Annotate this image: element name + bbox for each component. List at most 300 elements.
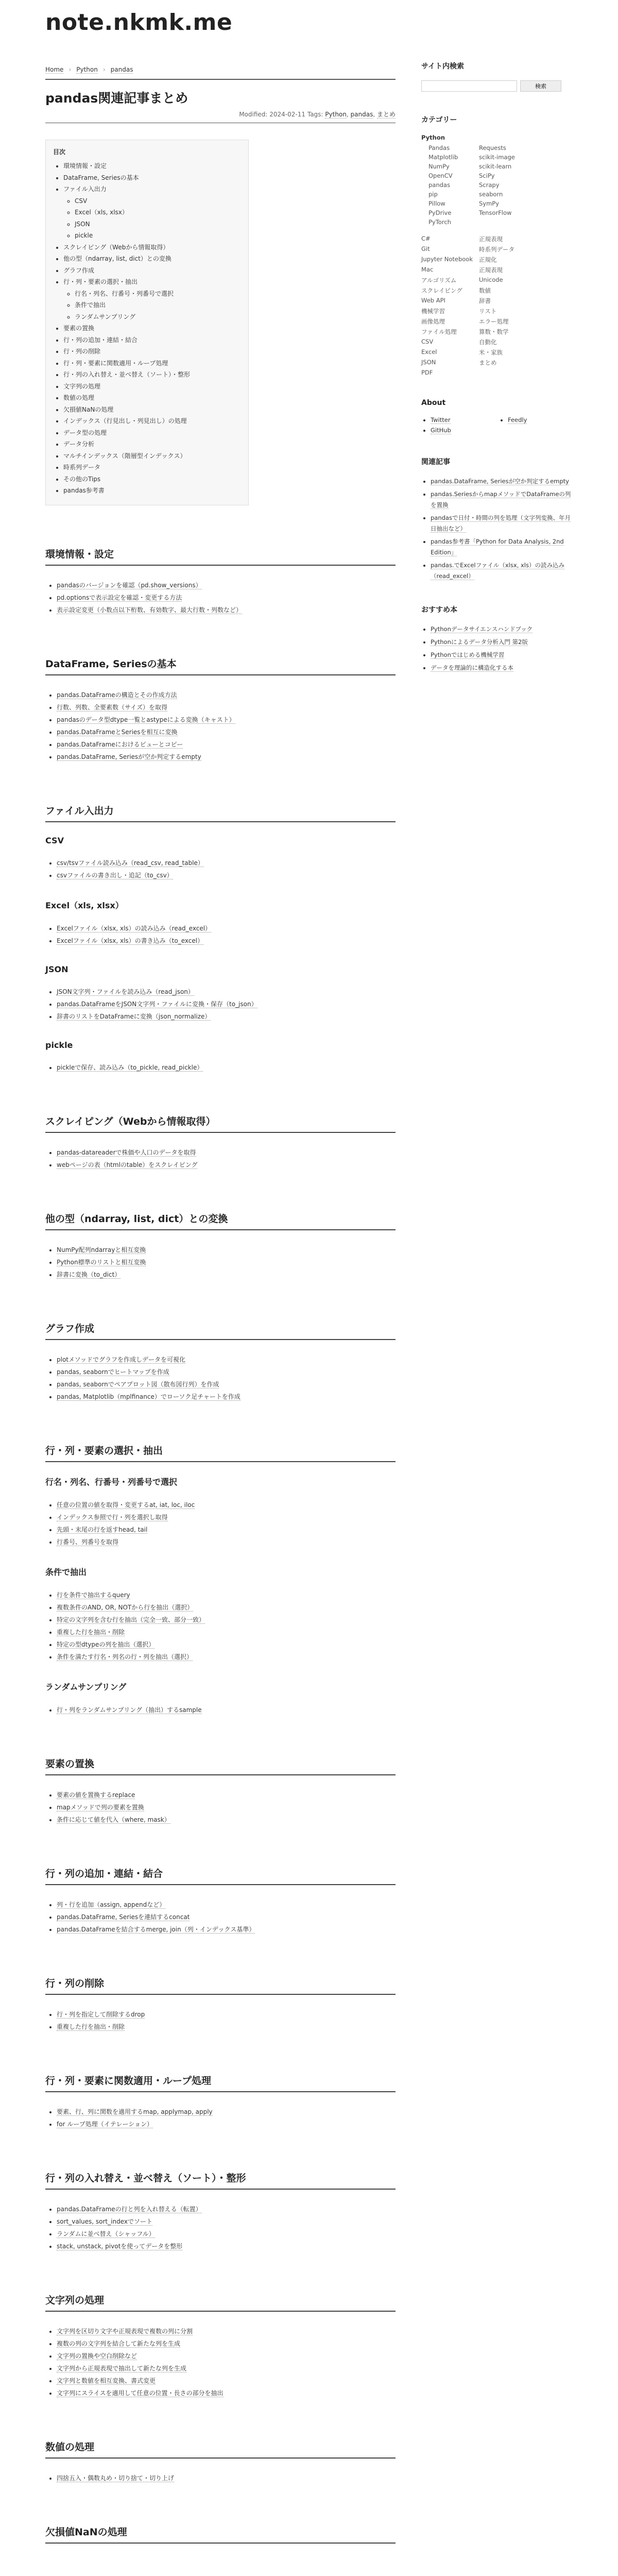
related-link[interactable]: pandas参考書「Python for Data Analysis, 2nd Edition」 <box>431 538 564 556</box>
list-item <box>57 604 396 616</box>
article-link[interactable]: 行番号、列番号を取得 <box>57 1538 119 1546</box>
breadcrumb-pandas[interactable]: pandas <box>110 66 133 73</box>
category-link[interactable]: SymPy <box>479 200 500 207</box>
toc-link[interactable]: 欠損値NaNの処理 <box>63 405 114 413</box>
article-link-list <box>45 1146 396 1171</box>
toc-item <box>63 346 241 358</box>
category-link[interactable]: エラー処理 <box>479 318 509 325</box>
list-item <box>57 1146 396 1159</box>
list-item <box>57 2375 396 2387</box>
article-link[interactable]: 文字列と数値を相互変換、書式変更 <box>57 2377 156 2384</box>
category-link[interactable]: まとめ <box>479 359 497 366</box>
article-link[interactable]: ランダムに並べ替え（シャッフル） <box>57 2230 155 2238</box>
category-link[interactable]: scikit-learn <box>479 163 512 170</box>
category-link[interactable]: 自動化 <box>479 338 497 346</box>
article-link[interactable]: pandas, Matplotlib（mplfinance）でローソク足チャートを作成 <box>57 1393 241 1400</box>
list-item <box>57 579 396 591</box>
about-widget <box>421 399 576 434</box>
toc-link[interactable]: 時系列データ <box>63 464 101 471</box>
category-link[interactable]: NumPy <box>428 163 450 170</box>
toc-subitem <box>75 218 241 230</box>
recommended-link[interactable]: Pythonデータサイエンスハンドブック <box>431 625 533 633</box>
list-item <box>431 489 576 511</box>
toc-link[interactable]: Excel（xls, xlsx） <box>75 209 128 216</box>
article-link[interactable]: csv/tsvファイル読み込み（read_csv, read_table） <box>57 859 204 867</box>
category-link[interactable]: Jupyter Notebook <box>421 256 473 263</box>
article-link[interactable]: 列・行を追加（assign, appendなど） <box>57 1901 166 1908</box>
subsection-heading: ランダムサンプリング <box>45 1682 127 1692</box>
recommended-title: おすすめ本 <box>421 606 458 614</box>
article-link[interactable]: 重複した行を抽出・削除 <box>57 2023 125 2030</box>
category-link[interactable]: ファイル処理 <box>421 328 457 335</box>
list-item <box>57 714 396 726</box>
article-link[interactable]: 複数の列の文字列を結合して新たな列を生成 <box>57 2340 181 2347</box>
related-title: 関連記事 <box>421 458 450 466</box>
toc-item <box>63 276 241 323</box>
toc-link[interactable]: ランダムサンプリング <box>75 313 135 320</box>
article-link[interactable]: plotメソッドでグラフを作成しデータを可視化 <box>57 1355 186 1363</box>
tag-link[interactable]: Python <box>325 111 347 118</box>
article-link-list <box>45 1061 396 1074</box>
list-item <box>57 1601 396 1614</box>
category-python[interactable]: Python <box>421 134 445 141</box>
toc-item <box>63 160 241 172</box>
category-link[interactable]: 数値 <box>479 287 491 294</box>
list-item <box>57 2325 396 2337</box>
category-link[interactable]: Requests <box>479 144 506 151</box>
toc-link[interactable]: CSV <box>75 197 88 205</box>
article-link[interactable]: pandas-datareaderで株価や人口のデータを取得 <box>57 1148 196 1156</box>
search-button[interactable]: 検索 <box>520 80 561 92</box>
article-link[interactable]: 行を条件で抽出するquery <box>57 1591 130 1599</box>
toc-link[interactable]: 条件で抽出 <box>75 301 106 309</box>
toc-item <box>63 381 241 393</box>
article-link[interactable]: 辞書に変換（to_dict） <box>57 1270 121 1278</box>
related-link[interactable]: pandas.DataFrame, Seriesが空か判定するempty <box>431 478 569 485</box>
toc-subitem <box>75 195 241 207</box>
list-item <box>431 513 576 534</box>
toc-link[interactable]: 他の型（ndarray, list, dict）との変換 <box>63 255 171 262</box>
tag-link[interactable]: まとめ <box>376 111 396 118</box>
article-section <box>45 2524 396 2544</box>
table-of-contents <box>45 140 249 505</box>
list-item <box>57 2350 396 2362</box>
article-link[interactable]: mapメソッドで列の要素を置換 <box>57 1803 144 1811</box>
section-heading: グラフ作成 <box>45 1321 396 1340</box>
list-item <box>431 650 576 660</box>
list-item <box>57 1589 396 1601</box>
toc-link[interactable]: 文字列の処理 <box>63 382 101 390</box>
toc-subitem <box>75 311 241 323</box>
article-link-list <box>45 1589 396 1663</box>
list-item <box>57 2215 396 2228</box>
toc-subitem <box>75 230 241 242</box>
section-heading: スクレイピング（Webから情報取得） <box>45 1114 396 1133</box>
section-heading: 環境情報・設定 <box>45 547 396 566</box>
list-item <box>57 986 396 998</box>
category-link[interactable]: 米・家族 <box>479 349 503 356</box>
breadcrumb-python[interactable]: Python <box>76 66 98 73</box>
article-link-list <box>45 1899 396 1936</box>
toc-item <box>63 183 241 242</box>
post-meta: Modified: 2024-02-11 Tags: Python, pandas, まとめ <box>45 110 396 123</box>
list-item <box>57 1536 396 1548</box>
toc-link[interactable]: 環境情報・設定 <box>63 162 107 170</box>
toc-link[interactable]: 行・列・要素の選択・抽出 <box>63 278 138 285</box>
list-item <box>57 1789 396 1801</box>
list-item <box>57 1061 396 1074</box>
article-link[interactable]: pandas.DataFrame, Seriesが空か判定するempty <box>57 753 201 760</box>
article-link[interactable]: Python標準のリストと相互変換 <box>57 1258 146 1266</box>
article-link[interactable]: 複数条件のAND, OR, NOTから行を抽出（選択） <box>57 1603 194 1611</box>
category-link[interactable]: 正規表現 <box>479 235 503 243</box>
subsection-heading: 条件で抽出 <box>45 1567 87 1577</box>
list-item <box>57 1523 396 1536</box>
article-link[interactable]: 行数、列数、全要素数（サイズ）を取得 <box>57 703 168 711</box>
toc-item <box>63 427 241 439</box>
category-link[interactable]: Pillow <box>428 200 445 207</box>
toc-link[interactable]: スクレイピング（Webから情報取得） <box>63 243 169 251</box>
list-item <box>57 1159 396 1171</box>
toc-item <box>63 462 241 473</box>
article-body <box>45 547 396 2544</box>
article-section <box>45 1114 396 1171</box>
toc-link[interactable]: pandas参考書 <box>63 487 105 494</box>
section-heading: 文字列の処理 <box>45 2293 396 2312</box>
article-link[interactable]: pandas.DataFrameの行と列を入れ替える（転置） <box>57 2205 202 2213</box>
article-link[interactable]: 四捨五入・偶数丸め・切り捨て・切り上げ <box>57 2474 175 2482</box>
article-section <box>45 2439 396 2484</box>
category-link[interactable]: JSON <box>421 359 436 366</box>
article-link[interactable]: pd.optionsで表示設定を確認・変更する方法 <box>57 594 182 601</box>
article-section <box>45 1443 396 1716</box>
about-title: About <box>421 399 446 407</box>
section-heading: DataFrame, Seriesの基本 <box>45 656 396 675</box>
list-item <box>57 701 396 714</box>
article-link[interactable]: csvファイルの書き出し・追記（to_csv） <box>57 871 173 879</box>
categories-widget <box>421 114 576 376</box>
list-item <box>57 2337 396 2350</box>
toc-link[interactable]: pickle <box>75 232 93 239</box>
article-link[interactable]: pandas, seabornでペアプロット図（散布図行列）を作成 <box>57 1380 219 1388</box>
category-link[interactable]: C# <box>421 235 431 242</box>
article-link[interactable]: 特定の型dtypeの列を抽出（選択） <box>57 1640 155 1648</box>
article-link[interactable]: pandas.DataFrameをJSON文字列・ファイルに変換・保存（to_json） <box>57 1000 258 1008</box>
article-link[interactable]: 特定の文字列を含む行を抽出（完全一致、部分一致） <box>57 1616 205 1623</box>
toc-item <box>63 438 241 450</box>
toc-link[interactable]: データ型の処理 <box>63 429 107 436</box>
breadcrumb-home[interactable]: Home <box>45 66 64 73</box>
article-link[interactable]: 文字列を区切り文字や正規表現で複数の列に分割 <box>57 2327 193 2335</box>
category-link[interactable]: Scrapy <box>479 181 500 189</box>
related-link[interactable]: pandasで日付・時間の列を処理（文字列変換、年月日抽出など） <box>431 514 571 532</box>
article-section <box>45 656 396 763</box>
breadcrumb-separator: › <box>102 66 106 73</box>
article-link[interactable]: pandasのバージョンを確認（pd.show_versions） <box>57 581 202 589</box>
article-link[interactable]: インデックス参照で行・列を選択し取得 <box>57 1513 168 1521</box>
list-item <box>57 998 396 1010</box>
list-item <box>57 1511 396 1523</box>
tag-link[interactable]: pandas <box>350 111 373 118</box>
category-link[interactable]: 辞書 <box>479 297 491 304</box>
article-link[interactable]: webページの表（htmlのtable）をスクレイピング <box>57 1161 198 1168</box>
toc-subitem <box>75 207 241 218</box>
section-heading: 行・列の入れ替え・並べ替え（ソート）・整形 <box>45 2171 396 2190</box>
related-link[interactable]: pandas.SeriesからmapメソッドでDataFrameの列を置換 <box>431 490 571 509</box>
list-item <box>431 476 576 487</box>
toc-list <box>53 160 241 497</box>
toc-item <box>63 392 241 404</box>
toc-item <box>63 242 241 253</box>
list-item <box>57 689 396 701</box>
article-link[interactable]: 文字列の置換や空白削除など <box>57 2352 138 2360</box>
category-link[interactable]: PyTorch <box>428 218 451 226</box>
category-link[interactable]: Matplotlib <box>428 154 458 161</box>
toc-link[interactable]: 行・列の追加・連結・結合 <box>63 336 138 344</box>
toc-item <box>63 358 241 369</box>
toc-title: 目次 <box>53 148 66 156</box>
article-section <box>45 1756 396 1826</box>
list-item <box>57 1801 396 1814</box>
article-link[interactable]: 文字列にスライスを適用して任意の位置・長さの部分を抽出 <box>57 2389 224 2397</box>
article-section <box>45 2073 396 2130</box>
article-link[interactable]: for ループ処理（イテレーション） <box>57 2120 153 2128</box>
article-link-list <box>45 922 396 947</box>
category-link[interactable]: Pandas <box>428 144 450 151</box>
section-heading: 欠損値NaNの処理 <box>45 2524 396 2544</box>
toc-link[interactable]: データ分析 <box>63 440 95 448</box>
category-link[interactable]: OpenCV <box>428 172 453 179</box>
article-link[interactable]: 条件に応じて値を代入（where, mask） <box>57 1816 170 1823</box>
related-list <box>421 476 576 582</box>
article-link[interactable]: pickleで保存、読み込み（to_pickle, read_pickle） <box>57 1063 203 1071</box>
list-item <box>57 1899 396 1911</box>
article-link-list <box>45 579 396 616</box>
toc-item <box>63 485 241 497</box>
list-item <box>57 2240 396 2252</box>
site-title[interactable]: note.nkmk.me <box>45 9 233 36</box>
toc-subitem <box>75 288 241 300</box>
article-link[interactable]: NumPy配列ndarrayと相互変換 <box>57 1246 146 1253</box>
list-item <box>57 751 396 763</box>
article-link[interactable]: 行・列を指定して削除するdrop <box>57 2010 145 2018</box>
article-link[interactable]: pandas.DataFrameを結合するmerge, join（列・インデックス基準） <box>57 1925 255 1933</box>
related-link[interactable]: pandas.でExcelファイル（xlsx, xls）の読み込み（read_excel） <box>431 562 564 580</box>
list-item <box>57 1268 396 1281</box>
article-link-list <box>45 1353 396 1403</box>
article-section <box>45 803 396 1074</box>
category-link[interactable]: 機械学習 <box>421 308 445 315</box>
toc-item <box>63 415 241 427</box>
github-link[interactable]: GitHub <box>431 427 451 434</box>
article-link-list <box>45 1704 396 1716</box>
list-item <box>57 2118 396 2130</box>
toc-subitem <box>75 299 241 311</box>
category-link[interactable]: scikit-image <box>479 154 515 161</box>
article-link-list <box>45 857 396 882</box>
category-link[interactable]: 画像処理 <box>421 318 445 325</box>
article-link[interactable]: Excelファイル（xlsx, xls）の読み込み（read_excel） <box>57 924 212 932</box>
list-item <box>57 922 396 935</box>
list-item <box>57 1244 396 1256</box>
category-link[interactable]: pip <box>428 191 438 198</box>
article-link[interactable]: sort_values, sort_indexでソート <box>57 2217 152 2225</box>
list-item <box>57 2472 396 2484</box>
toc-link[interactable]: インデックス（行見出し・列見出し）の処理 <box>63 417 187 425</box>
toc-sublist <box>63 288 241 323</box>
category-link[interactable]: 正規表現 <box>479 266 503 274</box>
toc-item <box>63 172 241 184</box>
article-link[interactable]: 条件を満たす行名・列名の行・列を抽出（選択） <box>57 1653 193 1660</box>
category-link[interactable]: SciPy <box>479 172 495 179</box>
list-item <box>57 857 396 869</box>
toc-link[interactable]: 行名・列名、行番号・列番号で選択 <box>75 290 174 297</box>
category-link[interactable]: PDF <box>421 369 433 376</box>
python-subcategories <box>421 144 576 226</box>
article-section <box>45 1976 396 2033</box>
toc-link[interactable]: JSON <box>75 220 90 228</box>
toc-link[interactable]: 要素の置換 <box>63 325 95 332</box>
category-link[interactable]: リスト <box>479 308 497 315</box>
article-link[interactable]: pandas.DataFrameとSeriesを相互に変換 <box>57 728 178 736</box>
list-item <box>57 2203 396 2215</box>
article-link[interactable]: pandasのデータ型dtype一覧とastypeによる変換（キャスト） <box>57 716 235 723</box>
toc-item <box>63 253 241 265</box>
category-link[interactable]: スクレイピング <box>421 287 462 294</box>
category-link[interactable]: 算数・数学 <box>479 328 509 335</box>
list-item <box>57 869 396 882</box>
category-link[interactable]: CSV <box>421 338 434 345</box>
list-item <box>57 1923 396 1936</box>
category-link[interactable]: Unicode <box>479 276 503 283</box>
article-link[interactable]: 辞書のリストをDataFrameに変換（json_normalize） <box>57 1012 211 1020</box>
twitter-link[interactable]: Twitter <box>431 416 451 423</box>
article-link[interactable]: pandas.DataFrameにおけるビューとコピー <box>57 740 183 748</box>
category-link[interactable]: Web API <box>421 297 445 304</box>
article-link[interactable]: 先頭・末尾の行を返すhead, tail <box>57 1526 148 1533</box>
list-item <box>57 1256 396 1268</box>
article-link[interactable]: 行・列をランダムサンプリング（抽出）するsample <box>57 1706 202 1714</box>
category-link[interactable]: PyDrive <box>428 209 452 216</box>
category-link[interactable]: TensorFlow <box>479 209 512 216</box>
toc-sublist <box>63 195 241 242</box>
list-item <box>57 1378 396 1391</box>
list-item <box>57 1366 396 1378</box>
toc-link[interactable]: 数値の処理 <box>63 394 95 401</box>
section-heading: 行・列の削除 <box>45 1976 396 1995</box>
recommended-link[interactable]: Pythonによるデータ分析入門 第2版 <box>431 638 528 646</box>
list-item <box>57 1814 396 1826</box>
list-item <box>57 1651 396 1663</box>
article-link[interactable]: pandas.DataFrameの構造とその作成方法 <box>57 691 177 699</box>
article-link[interactable]: 文字列から正規表現で抽出して新たな列を生成 <box>57 2364 187 2372</box>
article-link[interactable]: JSON文字列・ファイルを読み込み（read_json） <box>57 988 194 995</box>
list-item <box>57 2008 396 2021</box>
section-heading: 行・列・要素の選択・抽出 <box>45 1443 396 1462</box>
search-input[interactable] <box>421 80 517 92</box>
category-link[interactable]: 時系列データ <box>479 246 514 253</box>
category-link[interactable]: pandas <box>428 181 450 189</box>
article-section <box>45 1321 396 1403</box>
feedly-link[interactable]: Feedly <box>508 416 527 423</box>
toc-link[interactable]: その他のTips <box>63 475 101 483</box>
article-link-list <box>45 2106 396 2130</box>
list-item <box>57 1614 396 1626</box>
article-link[interactable]: 表示設定変更（小数点以下桁数、有効数字、最大行数・列数など） <box>57 606 243 614</box>
toc-link[interactable]: グラフ作成 <box>63 266 95 274</box>
category-link[interactable] <box>479 369 537 376</box>
recommended-widget <box>421 604 576 673</box>
search-title: サイト内検索 <box>421 62 465 71</box>
section-heading: 数値の処理 <box>45 2439 396 2459</box>
category-link[interactable]: seaborn <box>479 191 503 198</box>
subsection-heading: CSV <box>45 835 64 845</box>
article-link-list <box>45 2472 396 2484</box>
list-item <box>57 591 396 604</box>
categories-title: カテゴリー <box>421 116 457 124</box>
category-link[interactable]: Mac <box>421 266 434 273</box>
toc-link[interactable]: 行・列の入れ替え・並べ替え（ソート）・整形 <box>63 371 191 378</box>
list-item <box>57 1704 396 1716</box>
list-item <box>57 2362 396 2375</box>
toc-item <box>63 334 241 346</box>
list-item <box>57 2228 396 2240</box>
article-link[interactable]: 任意の位置の値を取得・変更するat, iat, loc, iloc <box>57 1501 195 1509</box>
toc-link[interactable]: 行・列・要素に関数適用・ループ処理 <box>63 359 168 367</box>
list-item <box>431 663 576 673</box>
category-link[interactable]: 正規化 <box>479 256 497 263</box>
list-item <box>57 935 396 947</box>
section-heading: 行・列・要素に関数適用・ループ処理 <box>45 2073 396 2092</box>
toc-item <box>63 404 241 416</box>
article-section <box>45 2293 396 2399</box>
list-item <box>57 1391 396 1403</box>
article-link[interactable]: pandas, seabornでヒートマップを作成 <box>57 1368 169 1376</box>
toc-item <box>63 473 241 485</box>
section-heading: 行・列の追加・連結・結合 <box>45 1866 396 1885</box>
article-link[interactable]: 要素、行、列に関数を適用するmap, applymap, apply <box>57 2108 213 2115</box>
modified-date: Modified: 2024-02-11 <box>239 111 306 118</box>
toc-item <box>63 265 241 277</box>
list-item <box>57 1638 396 1651</box>
article-link[interactable]: 要素の値を置換するreplace <box>57 1791 135 1799</box>
toc-item <box>63 369 241 381</box>
toc-link[interactable]: 行・列の削除 <box>63 348 101 355</box>
toc-item <box>63 323 241 334</box>
breadcrumb-separator: › <box>68 66 72 73</box>
category-link[interactable]: アルゴリズム <box>421 277 457 284</box>
article-link[interactable]: 重複した行を抽出・削除 <box>57 1628 125 1636</box>
article-link-list <box>45 2008 396 2033</box>
article-link-list <box>45 1789 396 1826</box>
category-link[interactable] <box>479 218 529 226</box>
section-heading: 他の型（ndarray, list, dict）との変換 <box>45 1211 396 1230</box>
toc-link[interactable]: DataFrame, Seriesの基本 <box>63 174 139 181</box>
subsection-heading: Excel（xls, xlsx） <box>45 900 124 910</box>
article-section <box>45 1211 396 1281</box>
recommended-link[interactable]: Pythonではじめる機械学習 <box>431 651 505 658</box>
article-link[interactable]: Excelファイル（xlsx, xls）の書き込み（to_excel） <box>57 937 204 944</box>
toc-link[interactable]: ファイル入出力 <box>63 185 107 193</box>
article-link[interactable]: stack, unstack, pivotを使ってデータを整形 <box>57 2242 183 2250</box>
article-section <box>45 2171 396 2252</box>
category-link[interactable]: Excel <box>421 348 437 355</box>
toc-link[interactable]: マルチインデックス（階層型インデックス） <box>63 452 186 460</box>
list-item <box>57 1010 396 1023</box>
category-link[interactable]: Git <box>421 245 430 252</box>
recommended-link[interactable]: データを理論的に構造化する本 <box>431 664 513 671</box>
article-link[interactable]: pandas.DataFrame, Seriesを連結するconcat <box>57 1913 190 1921</box>
